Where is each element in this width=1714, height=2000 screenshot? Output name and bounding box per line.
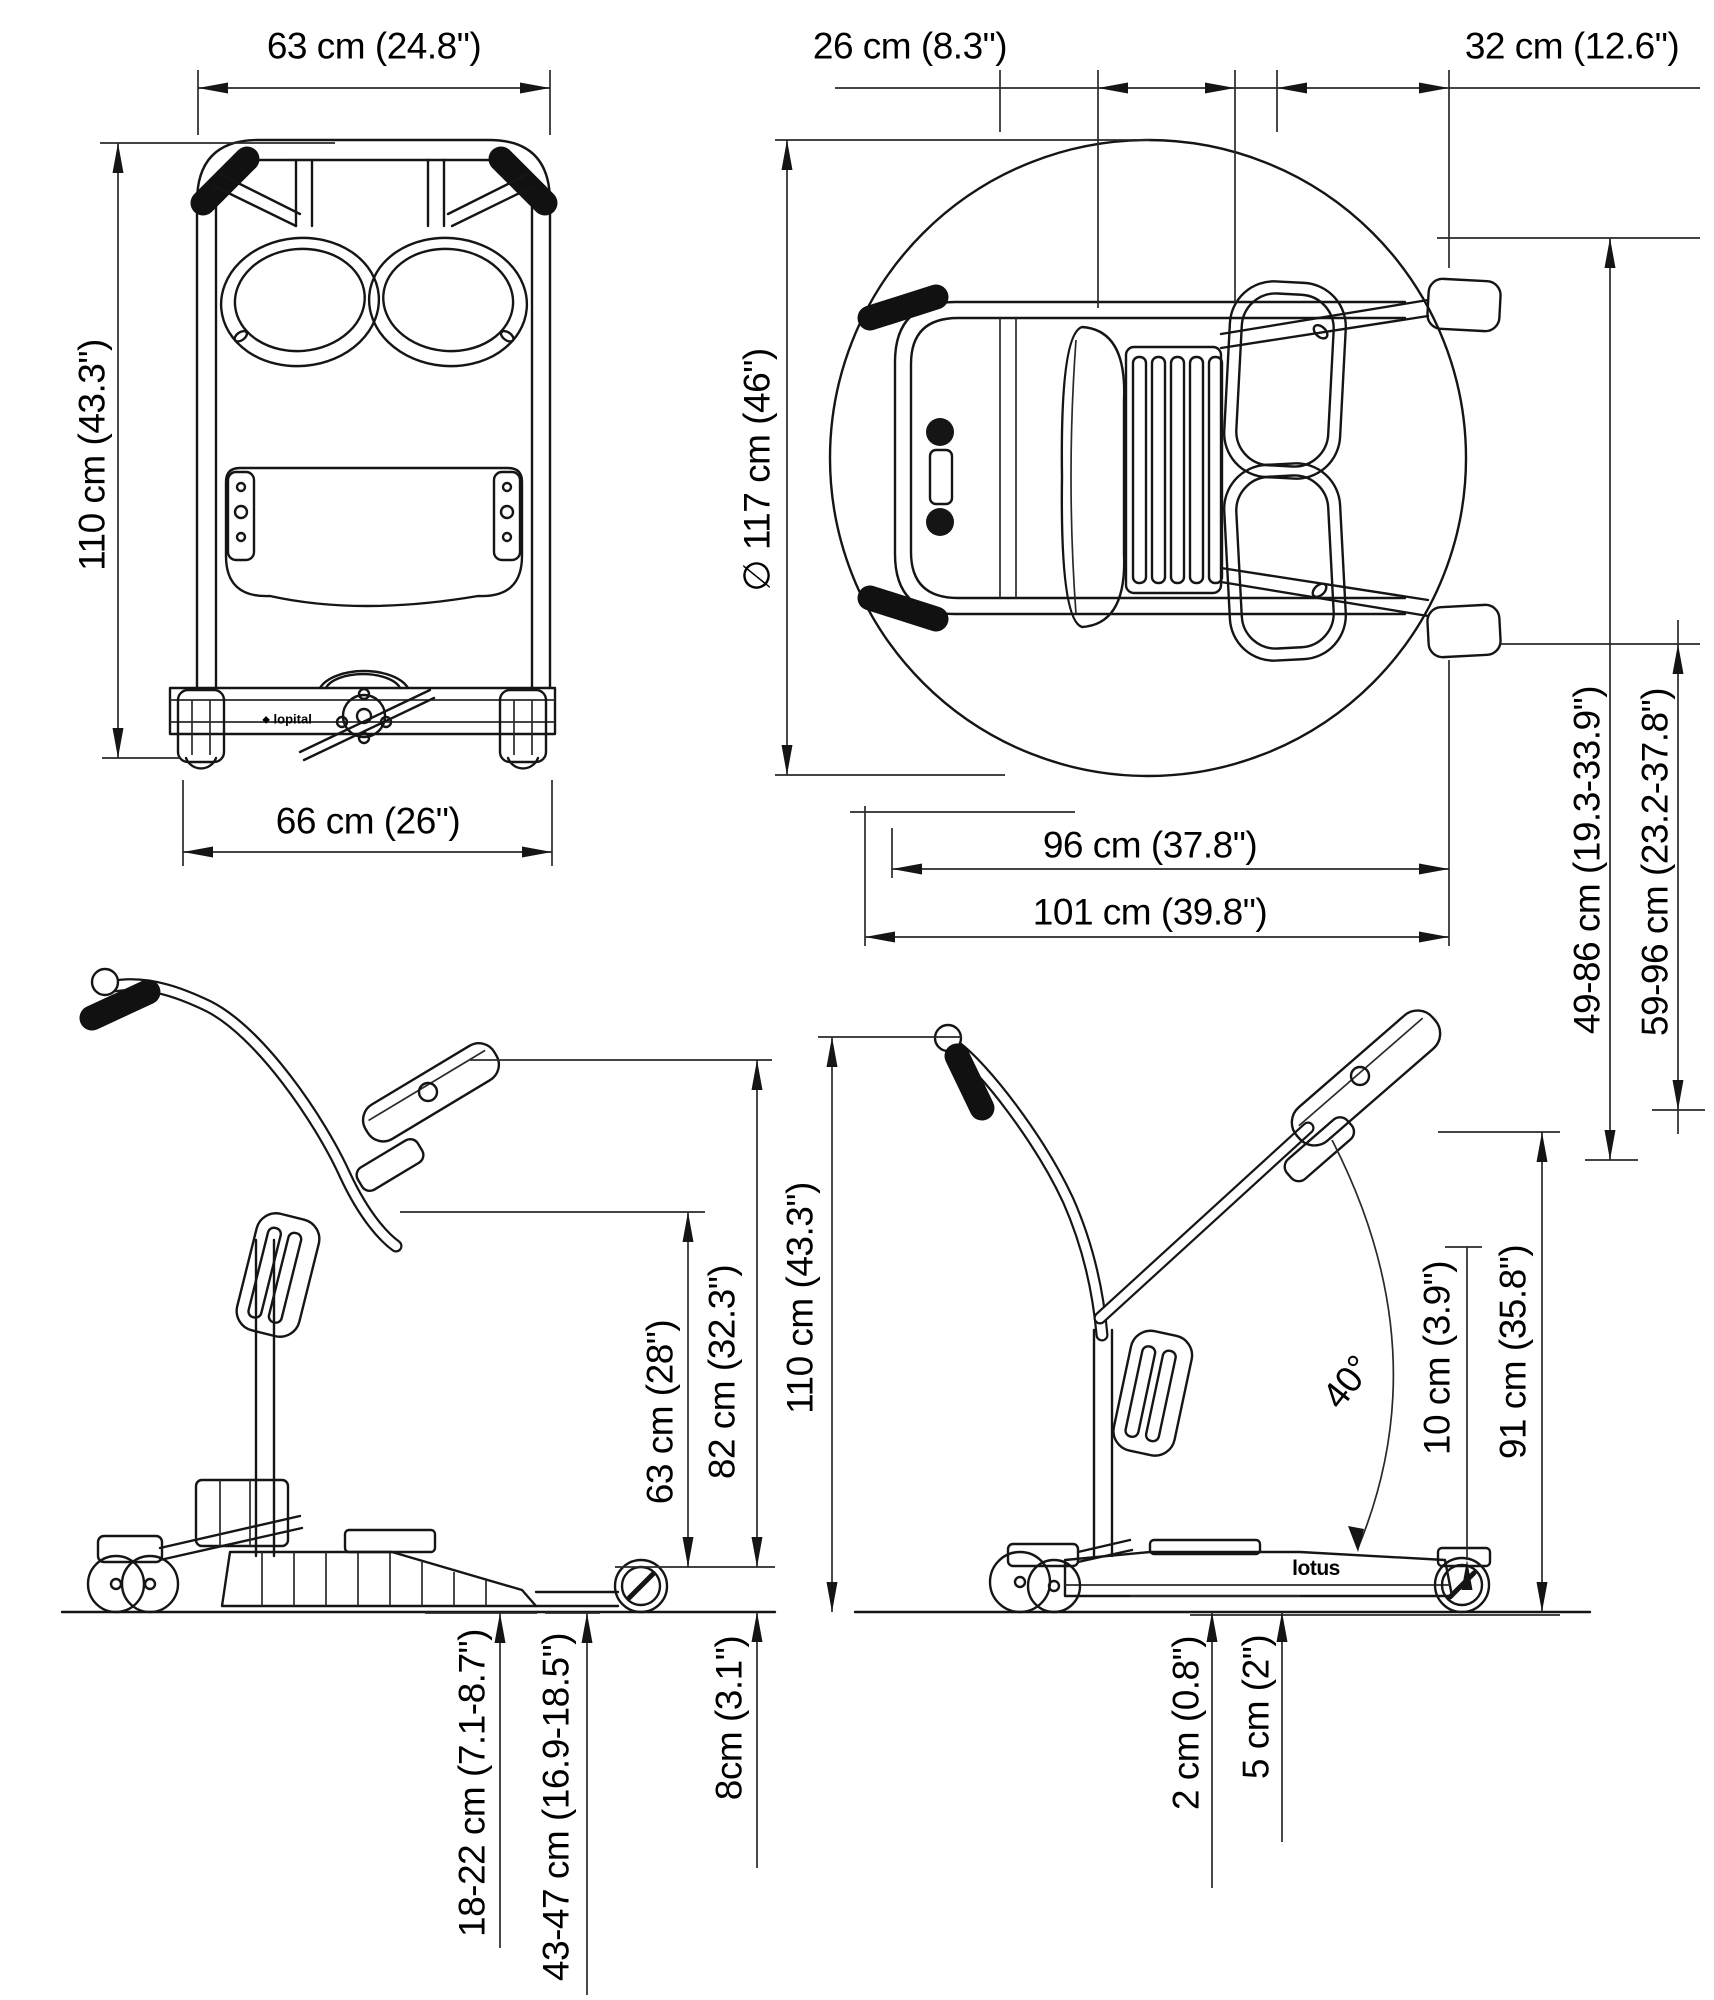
- tilt-angle-arc: [1332, 1140, 1393, 1548]
- top-left-handle-grip: [870, 297, 936, 318]
- dim-top-offset-right: 32 cm (12.6"): [1464, 25, 1680, 67]
- lotus-product-logo: lotus: [1292, 1557, 1340, 1580]
- dim-raised-total-height: 110 cm (43.3"): [779, 1182, 821, 1414]
- turning-radius-circle: [830, 140, 1466, 776]
- dim-side-seat-bottom-height: 63 cm (28"): [639, 1319, 681, 1505]
- lopital-diamond-icon: ◆: [262, 714, 270, 726]
- dim-front-width-top: 63 cm (24.8"): [266, 25, 482, 67]
- side-lowered-handle-grip: [92, 992, 148, 1018]
- side-view-raised-device: [855, 1002, 1590, 1612]
- dim-height-range-handle: 59-96 cm (23.2-37.8"): [1634, 687, 1676, 1037]
- top-right-handle-grip: [870, 598, 936, 619]
- dim-side-base-height: 8cm (3.1"): [708, 1635, 750, 1801]
- dim-side-range-18-22: 18-22 cm (7.1-8.7"): [451, 1629, 493, 1937]
- dim-top-length-inner: 96 cm (37.8"): [1042, 824, 1258, 866]
- dim-front-width-base: 66 cm (26"): [275, 800, 461, 842]
- dim-clearance-5cm: 5 cm (2"): [1235, 1634, 1277, 1780]
- dim-tilt-angle: 40°: [1314, 1347, 1380, 1417]
- side-view-lowered-device: [62, 969, 775, 1612]
- dim-side-seat-top-height: 82 cm (32.3"): [701, 1264, 743, 1480]
- dim-height-range-seat: 49-86 cm (19.3-33.9"): [1566, 685, 1608, 1035]
- top-view-device: [830, 140, 1501, 776]
- dim-side-range-43-47: 43-47 cm (16.9-18.5"): [535, 1632, 577, 1982]
- front-view-device: [170, 140, 555, 768]
- dim-raised-10cm: 10 cm (3.9"): [1416, 1260, 1458, 1456]
- dim-clearance-2cm: 2 cm (0.8"): [1165, 1635, 1207, 1811]
- dim-front-height: 110 cm (43.3"): [71, 339, 113, 571]
- front-left-handle-grip: [203, 159, 247, 203]
- dim-top-offset-left: 26 cm (8.3"): [812, 25, 1008, 67]
- dim-top-length-overall: 101 cm (39.8"): [1032, 891, 1268, 933]
- lopital-brand-text: lopital: [273, 711, 312, 727]
- dim-top-turning-diameter: ∅ 117 cm (46"): [736, 348, 778, 592]
- dim-raised-91cm: 91 cm (35.8"): [1492, 1244, 1534, 1460]
- lopital-brand-logo: [262, 712, 312, 727]
- front-right-handle-grip: [501, 159, 545, 203]
